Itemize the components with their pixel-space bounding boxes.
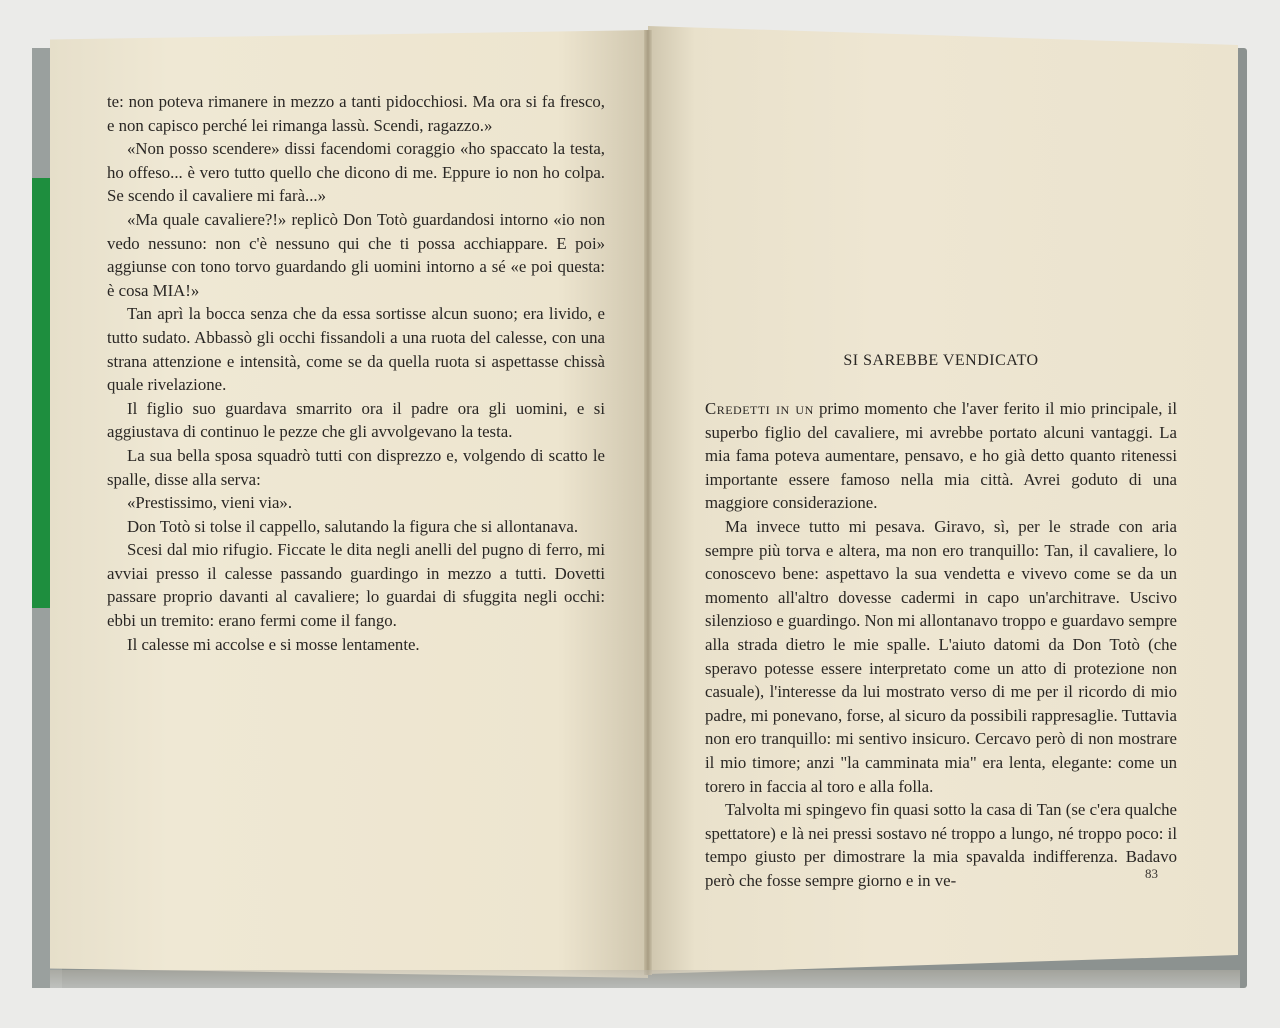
opening-smallcaps: Credetti in un — [705, 399, 814, 418]
paragraph: «Prestissimo, vieni via». — [127, 493, 293, 513]
paragraph: Tan aprì la bocca senza che da essa sortisse alcun suono; era livido, e tutto sudato. Abbassò gli occhi fissandoli a una ruota del calesse, con una strana attenzione e intensità, come se da quella ruota si aspettasse chissà quale rivelazione. — [107, 304, 605, 395]
paragraph: te: non poteva rimanere in mezzo a tanti pidocchiosi. Ma ora si fa fresco, e non capisco perché lei rimanga lassù. Scendi, ragazzo.» — [107, 92, 605, 135]
book-gutter — [644, 30, 652, 975]
chapter-title: SI SAREBBE VENDICATO — [843, 352, 1039, 369]
paragraph: Ma invece tutto mi pesava. Giravo, sì, per le strade con aria sempre più torva e altera, ma non ero tranquillo: Tan, il cavaliere, lo conoscevo bene: aspettavo la sua vendetta e vivevo come se da un momento all'altro dovesse cadermi in capo un'architrave. Uscivo silenzioso e guardingo. Non mi allontanavo troppo e guardavo sempre alla strada dietro le mie spalle. L'aiuto datomi da Don Totò (che speravo potesse essere interpretato come un atto di protezione non casuale), l'interesse da lui mostrato verso di me per il ricordo di mio padre, mi ponevano, forse, al sicuro da possibili rappresaglie. Tuttavia non ero tranquillo: mi sentivo insicuro. Cercavo però di non mostrare il mio timore; anzi "la camminata mia" era lenta, elegante: come un torero in faccia al toro e alla folla. — [705, 516, 1177, 796]
paragraph — [705, 397, 1177, 515]
left-page-text — [107, 90, 605, 656]
paragraph-body: primo momento che l'aver ferito il mio principale, il superbo figlio del cavaliere, mi avrebbe portato alcuni vantaggi. La mia fama poteva aumentare, pensavo, e ho già detto quanto ritenessi importante essere famoso nella mia città. Avrei goduto di una maggiore considerazione. — [705, 399, 1177, 513]
paragraph: «Non posso scendere» dissi facendomi coraggio «ho spaccato la testa, ho offeso... è vero tutto quello che dicono di me. Eppure io non ho colpa. Se scendo il cavaliere mi farà...» — [107, 139, 605, 206]
paragraph: Il figlio suo guardava smarrito ora il padre ora gli uomini, e si aggiustava di continuo le pezze che gli avvolgevano la testa. — [107, 398, 605, 442]
page-number: 83 — [1145, 866, 1158, 881]
right-page-text — [705, 397, 1177, 892]
page-shadow — [50, 970, 1240, 988]
paragraph: Don Totò si tolse il cappello, salutando la figura che si allontanava. — [127, 516, 579, 536]
paragraph: La sua bella sposa squadrò tutti con disprezzo e, volgendo di scatto le spalle, disse alla serva: — [107, 445, 605, 489]
paragraph: Scesi dal mio rifugio. Ficcate le dita negli anelli del pugno di ferro, mi avviai presso il calesse passando guardingo in mezzo a tutti. Dovetti passare proprio davanti al cavaliere; lo guardai di sfuggita negli occhi: ebbi un tremito: erano fermi come il fango. — [107, 540, 605, 631]
paragraph: Talvolta mi spingevo fin quasi sotto la casa di Tan (se c'era qualche spettatore) e là nei pressi sostavo né troppo a lungo, né troppo poco: il tempo giusto per dimostrare la mia spavalda indifferenza. Badavo però che fosse sempre giorno e in ve- — [705, 800, 1177, 890]
paragraph: «Ma quale cavaliere?!» replicò Don Totò guardandosi intorno «io non vedo nessuno: non c'è nessuno qui che ti possa acchiappare. E poi» aggiunse con tono torvo guardando gli uomini intorno a sé «e poi questa: è cosa MIA!» — [107, 209, 605, 300]
paragraph: Il calesse mi accolse e si mosse lentamente. — [127, 634, 420, 654]
